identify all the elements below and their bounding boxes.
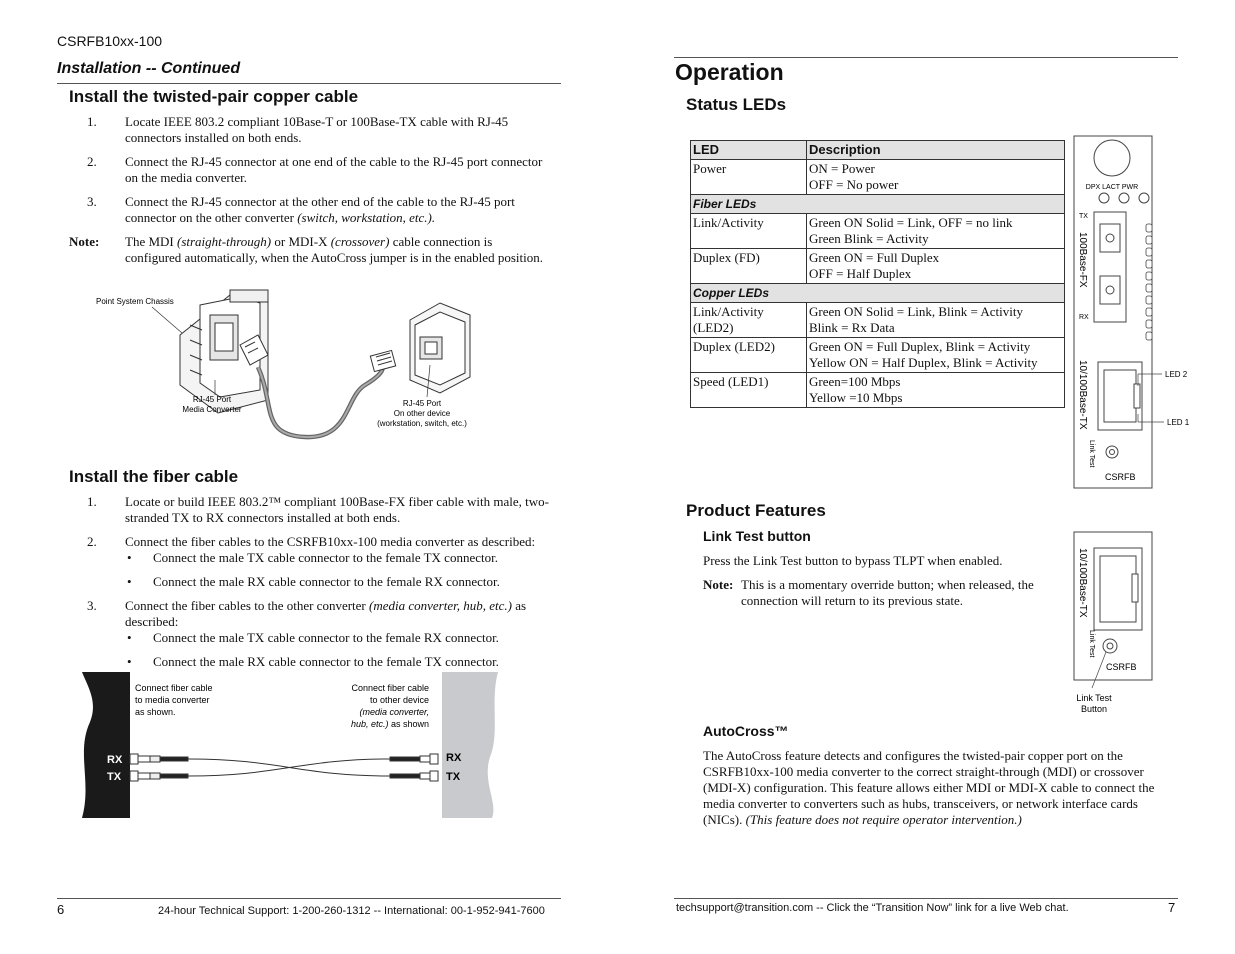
bullet-item: • Connect the male RX cable connector to the female RX connector. (125, 574, 564, 590)
panel-fx-label: 100Base-FX (1077, 232, 1088, 288)
page-title: Operation (675, 59, 784, 85)
chassis-label: Point System Chassis (96, 297, 174, 306)
header-rule (57, 83, 561, 84)
document-id: CSRFB10xx-100 (57, 33, 163, 49)
panel-tx-port-label: 10/100Base-TX (1077, 360, 1088, 430)
copper-heading: Install the twisted-pair copper cable (69, 87, 359, 106)
front-panel-diagram (1070, 134, 1200, 494)
panel-brand: CSRFB (1105, 472, 1136, 482)
link-panel-brand: CSRFB (1106, 662, 1137, 672)
status-leds-heading: Status LEDs (686, 95, 787, 114)
table-subheader-row: Fiber LEDs (691, 195, 1065, 214)
section-title: Installation -- Continued (57, 60, 241, 77)
rj45-left-label-2: Media Converter (182, 405, 242, 414)
fiber-cable-diagram (80, 672, 500, 818)
fiber-tx-right: TX (446, 771, 461, 783)
col-desc-header: Description (807, 141, 1065, 160)
bullet-item: • Connect the male TX cable connector to the female RX connector. (125, 630, 564, 646)
fiber-right-label-4: hub, etc.) as shown (350, 719, 429, 729)
link-test-button-callout-2: Button (1080, 704, 1108, 714)
page-number-right: 7 (1168, 900, 1176, 915)
link-test-button-callout-1: Link Test (1076, 693, 1112, 703)
panel-tx-label: TX (1079, 213, 1088, 220)
link-test-panel-diagram (1066, 530, 1176, 720)
fiber-right-label-2: to other device (369, 695, 429, 705)
panel-rx-label: RX (1079, 314, 1089, 321)
table-row: Duplex (FD) Green ON = Full Duplex OFF = Half Duplex (691, 249, 1065, 284)
fiber-heading: Install the fiber cable (69, 467, 239, 486)
link-panel-link-label: Link Test (1088, 630, 1095, 658)
list-item: 1. Locate IEEE 803.2 compliant 10Base-T or 100Base-TX cable with RJ-45 connectors installed on both ends. (87, 114, 509, 145)
rj45-right-label-3: (workstation, switch, etc.) (377, 419, 467, 428)
fiber-left-label-3: as shown. (135, 707, 176, 717)
footer-rule-right (674, 898, 1178, 899)
list-item: 3. Connect the RJ-45 connector at the other end of the cable to the RJ-45 port connector on the other converter (switch, workstation, etc.). (87, 194, 515, 225)
led-table (690, 140, 1065, 408)
list-item: 2. Connect the fiber cables to the CSRFB10xx-100 media converter as described: • Connect the male TX cable connector to the female TX connector. • Connect the male RX cable connector to the female RX connector. (69, 534, 564, 590)
led2-callout: LED 2 (1165, 370, 1188, 379)
link-test-heading: Link Test button (703, 528, 811, 544)
fiber-steps (69, 494, 564, 678)
fiber-rx-left: RX (107, 754, 123, 766)
product-features-heading: Product Features (686, 501, 826, 520)
table-row: Link/Activity Green ON Solid = Link, OFF = no link Green Blink = Activity (691, 214, 1065, 249)
table-row: Link/Activity (LED2) Green ON Solid = Link, Blink = Activity Blink = Rx Data (691, 303, 1065, 338)
link-panel-port-label: 10/100Base-TX (1077, 548, 1088, 618)
footer-rule-left (57, 898, 561, 899)
table-row: Power ON = Power OFF = No power (691, 160, 1065, 195)
list-item: 2. Connect the RJ-45 connector at one end of the cable to the RJ-45 port connector on the media converter. (87, 154, 543, 185)
autocross-heading: AutoCross™ (703, 723, 789, 739)
rj45-left-label-1: RJ-45 Port (192, 395, 232, 404)
table-header-row (691, 141, 1065, 160)
panel-led-labels: DPX LACT PWR (1085, 184, 1139, 191)
copper-note: Note: The MDI (straight-through) or MDI-X (crossover) cable connection is configured automatically, when the AutoCross jumper is in the enabled position. (69, 234, 543, 265)
list-item: 1. Locate or build IEEE 803.2™ compliant 100Base-FX fiber cable with male, two-stranded TX to RX connectors installed at both ends. (87, 494, 549, 525)
bullet-item: • Connect the male TX cable connector to the female TX connector. (125, 550, 564, 566)
bullet-item: • Connect the male RX cable connector to the female TX connector. (125, 654, 564, 670)
fiber-right-label-1: Connect fiber cable (351, 683, 429, 693)
fiber-left-label-2: to media converter (135, 695, 210, 705)
link-test-text: Press the Link Test button to bypass TLPT when enabled. (703, 553, 1003, 568)
table-row: Duplex (LED2) Green ON = Full Duplex, Blink = Activity Yellow ON = Half Duplex, Blink = Activity (691, 338, 1065, 373)
copper-steps (69, 114, 551, 266)
fiber-tx-left: TX (107, 771, 122, 783)
table-row: Speed (LED1) Green=100 Mbps Yellow =10 Mbps (691, 373, 1065, 408)
led-table-container (690, 140, 1065, 408)
page-number-left: 6 (57, 902, 65, 917)
header-rule-right (674, 57, 1178, 58)
autocross-text: The AutoCross feature detects and configures the twisted-pair copper port on the CSRFB10xx-100 media converter to the correct straight-through (MDI) or crossover (MDI-X) configuration. This feature allows either MDI or MDI-X cable to connect the media converter to converters such as hubs, transceivers, or network interface cards (NICs). (This feature does not require operator intervention.) (703, 748, 1155, 827)
link-test-note: Note: This is a momentary override button; when released, the connection will return to its previous state. (703, 577, 1034, 608)
table-subheader-row: Copper LEDs (691, 284, 1065, 303)
fiber-right-label-3: (media converter, (359, 707, 429, 717)
list-item: 3. Connect the fiber cables to the other converter (media converter, hub, etc.) as described: • Connect the male TX cable connector to the female RX connector. • Connect the male RX cable connector to the female TX connector. (69, 598, 564, 670)
col-led-header: LED (691, 141, 807, 160)
panel-link-test-label: Link Test (1088, 440, 1095, 468)
rj45-right-label-1: RJ-45 Port (402, 399, 442, 408)
contact-line: techsupport@transition.com -- Click the “Transition Now” link for a live Web chat. (676, 902, 1069, 914)
copper-cable-diagram (90, 285, 480, 450)
fiber-left-label-1: Connect fiber cable (135, 683, 213, 693)
led1-callout: LED 1 (1167, 418, 1190, 427)
fiber-rx-right: RX (446, 752, 462, 764)
rj45-right-label-2: On other device (393, 409, 451, 418)
support-line: 24-hour Technical Support: 1-200-260-1312 -- International: 00-1-952-941-7600 (158, 905, 545, 917)
